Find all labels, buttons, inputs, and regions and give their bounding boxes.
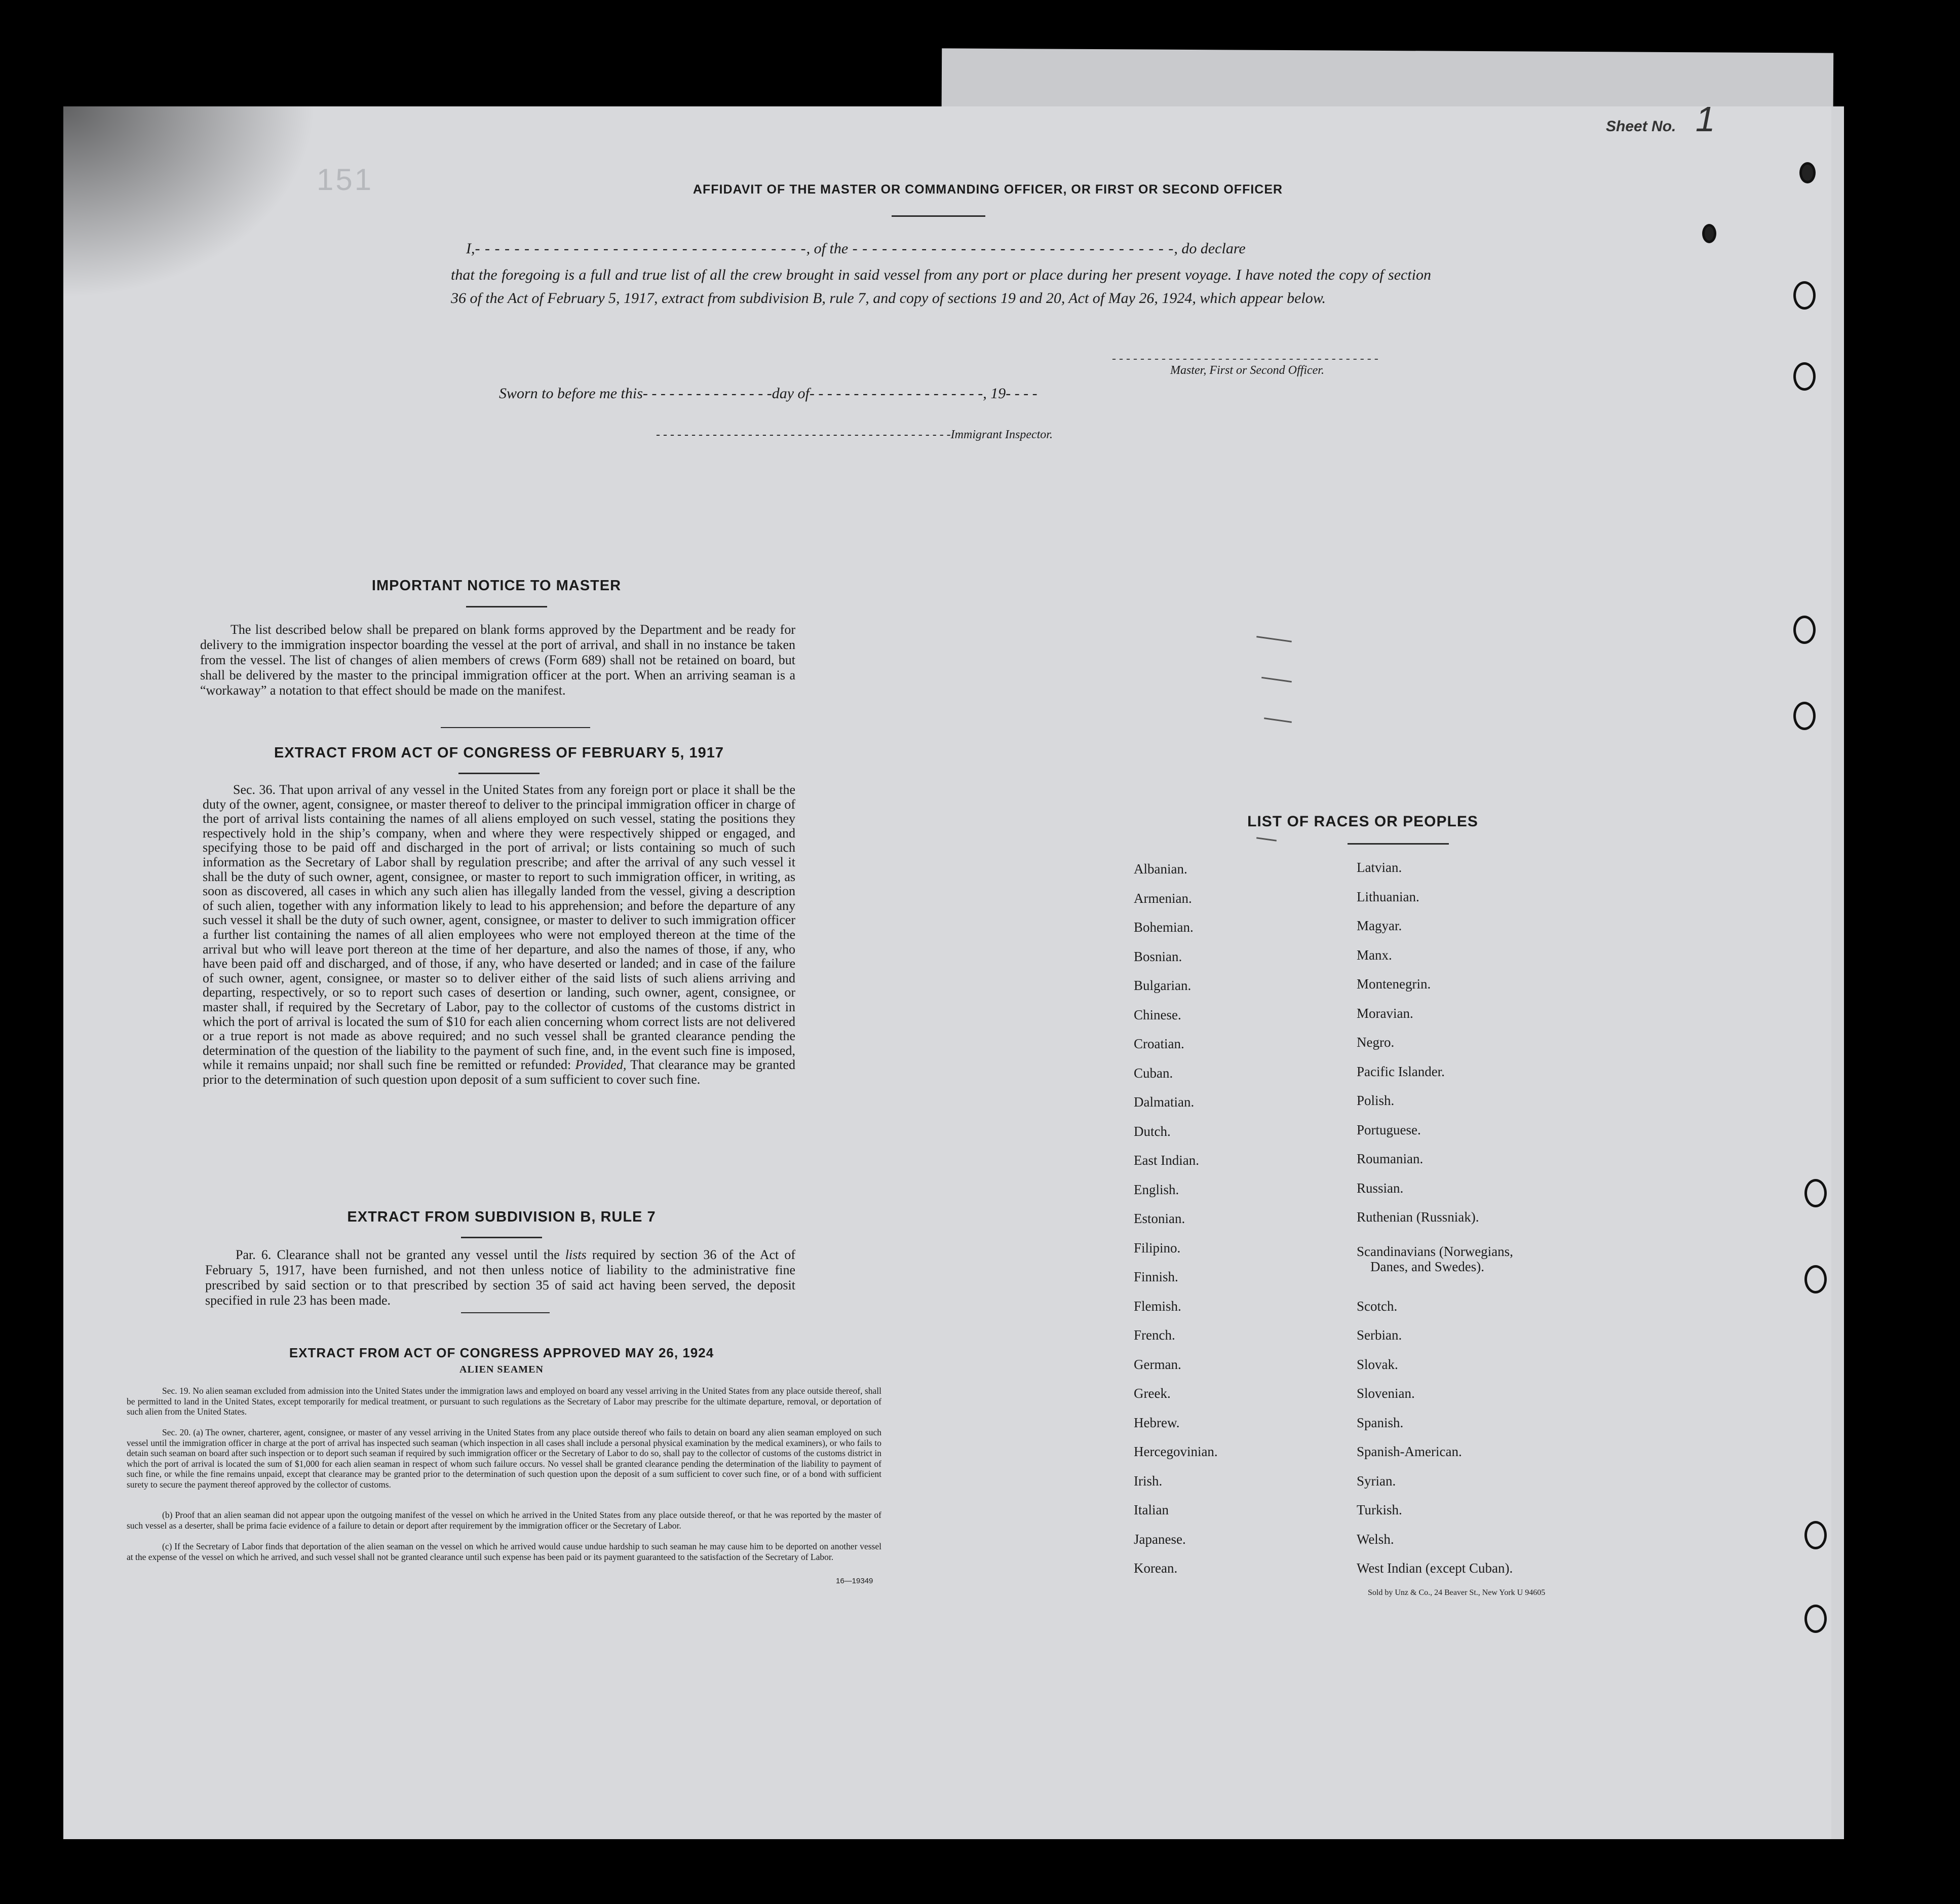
rule7-body [205, 1247, 795, 1308]
race-item: Finnish. [1134, 1269, 1178, 1284]
blank-day: - - - - - - - - - - - - - - - [642, 385, 772, 402]
sworn-day-label: day of [772, 385, 810, 402]
divider [441, 727, 590, 728]
sheet-label: Sheet No. [1606, 118, 1676, 135]
race-item: East Indian. [1134, 1153, 1199, 1168]
race-item: Bosnian. [1134, 949, 1182, 964]
blank-vessel: - - - - - - - - - - - - - - - - - - - - - - - - - - - - - - - - - [848, 240, 1174, 257]
race-item: Flemish. [1134, 1299, 1181, 1314]
binder-hole-icon [1804, 1605, 1827, 1633]
race-item: Albanian. [1134, 861, 1187, 877]
race-item: English. [1134, 1182, 1179, 1197]
rule7-title: EXTRACT FROM SUBDIVISION B, RULE 7 [347, 1209, 656, 1225]
extract-1924-subtitle: ALIEN SEAMEN [459, 1364, 544, 1375]
race-item: Moravian. [1357, 1006, 1413, 1021]
race-item: Spanish-American. [1357, 1444, 1462, 1459]
printer-note: Sold by Unz & Co., 24 Beaver St., New York U 94605 [1368, 1588, 1546, 1597]
sec-20a-text: Sec. 20. (a) The owner, charterer, agent, consignee, or master of any vessel arriving in the United States from any place outside thereof who fails to detain on board any alien seaman employed on such vessel until the immigration officer in charge at the port of arrival has inspected such seaman (which inspection in all cases shall include a personal physical examination by the medical examiners), or who fails to detain such seaman on board after such inspection or to deport such seaman if required by such immigration officer or the Secretary of Labor to do so, shall pay to the collector of customs of the customs district in which the port of arrival is located the sum of $1,000 for each alien seaman in respect of whom such failure occurs. No vessel shall be granted clearance pending the determination of the liability to payment of such fine, or while the fine remains unpaid, except that clearance may be granted prior to the determination of such question upon the deposit of a sum sufficient to cover such fine, or of a bond with sufficient surety to secure the payment thereof approved by the collector of customs. [127, 1427, 881, 1490]
signature-line: - - - - - - - - - - - - - - - - - - - - - - - - - - - - - - - - - - - - - - [1112, 352, 1378, 365]
race-item: Scotch. [1357, 1299, 1398, 1314]
affidavit-title: AFFIDAVIT OF THE MASTER OR COMMANDING OFFICER, OR FIRST OR SECOND OFFICER [693, 182, 1283, 197]
race-item: Spanish. [1357, 1415, 1404, 1430]
sec-19-text: Sec. 19. No alien seaman excluded from admission into the United States under the immigration laws and employed on board any vessel arriving in the United States from any place outside thereof, shall be permitted to land in the United States, except temporarily for medical treatment, or pursuant to such regulations as the Secretary of Labor may prescribe for the ultimate departure, removal, or deportation of such alien from the United States. [127, 1386, 881, 1417]
race-item: Turkish. [1357, 1502, 1402, 1517]
race-item: French. [1134, 1327, 1175, 1343]
race-item: Chinese. [1134, 1007, 1181, 1022]
binder-hole-icon [1804, 1265, 1827, 1293]
blank-year: - - - - [1006, 385, 1037, 402]
race-item: Bohemian. [1134, 920, 1194, 935]
race-item: Manx. [1357, 947, 1392, 963]
race-item: Greek. [1134, 1386, 1171, 1401]
blank-month: - - - - - - - - - - - - - - - - - - - - [809, 385, 983, 402]
race-item: Italian [1134, 1502, 1169, 1517]
signature-label: Master, First or Second Officer. [1170, 364, 1324, 377]
race-item: Irish. [1134, 1473, 1163, 1489]
binder-hole-icon [1793, 616, 1816, 644]
par-6-text-b: required by section 36 of the Act of February 5, 1917, have been furnished, and not then unless notice of liability to the administrative fine prescribed by said section or to that prescribed by section 35 of said act having been served, the deposit specified in rule 23 has been made. [205, 1247, 796, 1308]
race-item: Croatian. [1134, 1036, 1184, 1051]
par-6-text-a: Clearance shall not be granted any vessel until the [277, 1247, 560, 1262]
race-item: Magyar. [1357, 918, 1402, 933]
race-item: Russian. [1357, 1181, 1404, 1196]
extract-1917-body [203, 783, 795, 1087]
affidavit-line1 [466, 240, 1431, 257]
binder-hole-icon [1804, 1179, 1827, 1207]
extract-1917-rule [458, 773, 540, 774]
race-item: Dutch. [1134, 1124, 1171, 1139]
binder-hole-icon [1804, 1521, 1827, 1549]
sworn-prefix: Sworn to before me this [499, 385, 643, 402]
inspector-line [656, 428, 1053, 442]
binder-hole-icon [1793, 702, 1816, 730]
sec-20b-text: (b) Proof that an alien seaman did not appear upon the outgoing manifest of the vessel on which he arrived in the United States from any place outside thereof, or that he was reported by the master of such vessel as a deserter, shall be prima facie evidence of a failure to detain or deport after requirement by the immigration officer or the Secretary of Labor. [127, 1510, 881, 1531]
race-item: Lithuanian. [1357, 889, 1419, 904]
race-item: Syrian. [1357, 1473, 1396, 1489]
race-item: Dalmatian. [1134, 1094, 1195, 1110]
race-item: Japanese. [1134, 1532, 1186, 1547]
binder-hole-icon [1793, 362, 1816, 391]
rule7-rule [461, 1237, 542, 1238]
affidavit-title-rule [892, 215, 985, 217]
binder-hole-icon [1702, 224, 1716, 243]
race-item: Danes, and Swedes). [1370, 1259, 1484, 1274]
notice-title: IMPORTANT NOTICE TO MASTER [371, 578, 622, 594]
race-item: Hercegovinian. [1134, 1444, 1218, 1459]
race-item: Montenegrin. [1357, 976, 1431, 992]
inspector-label: Immigrant Inspector. [950, 428, 1053, 441]
lists-word: lists [565, 1247, 587, 1262]
races-title: LIST OF RACES OR PEOPLES [1247, 813, 1478, 830]
race-item: Slovenian. [1357, 1386, 1415, 1401]
race-item: West Indian (except Cuban). [1357, 1560, 1513, 1576]
notice-title-rule [466, 606, 547, 607]
sheet-number: 1 [1695, 99, 1715, 139]
sheet-number-field [1606, 99, 1715, 139]
binder-hole-icon [1793, 281, 1816, 310]
race-item: Filipino. [1134, 1240, 1181, 1255]
race-item: Roumanian. [1357, 1151, 1424, 1166]
race-item: Pacific Islander. [1357, 1064, 1445, 1079]
blank-name: - - - - - - - - - - - - - - - - - - - - - - - - - - - - - - - - - - [475, 240, 806, 257]
race-item: Latvian. [1357, 860, 1402, 875]
race-item: Estonian. [1134, 1211, 1185, 1226]
bleed-through-number: 151 [317, 163, 374, 197]
races-title-rule [1348, 843, 1449, 845]
race-item: Cuban. [1134, 1065, 1173, 1081]
section-36-text: That upon arrival of any vessel in the United States from any foreign port or place it shall be the duty of the owner, agent, consignee, or master thereof to deliver to the principal immigration officer in charge of the port of arrival lists containing the names of all aliens employed on such vessel, stating the positions they respectively hold in the ship’s company, when and where they were respectively shipped or engaged, and specifying those to be paid off and discharged in the port of arrival; or lists containing so much of such information as the Secretary of Labor shall by regulation prescribe; and after the arrival of any such vessel it shall be the duty of such owner, agent, consignee, or master to report to such immigration officer, in writing, as soon as discovered, all cases in which any such alien has illegally landed from the vessel, giving a description of such alien, together with any information likely to lead to his apprehension; and before the departure of any such vessel it shall be the duty of such owner, agent, consignee, or master to deliver to such immigration officer a further list containing the names of all alien employees who were not employed thereon at the time of the arrival but who will leave port thereon at the time of her departure, and also the names of those, if any, who have been paid off and discharged, and of those, if any, who have deserted or landed; and in case of the failure of such owner, agent, consignee, or master so to deliver either of the said lists of such aliens arriving and departing, respectively, or so to report such cases of desertion or landing, such owner, agent, consignee, or master shall, if required by the Secretary of Labor, pay to the collector of customs of the customs district in which the port of arrival is located the sum of $10 for each alien concerning whom correct lists are not delivered or a true report is not made as above required; and no such vessel shall be granted clearance pending the determination of the question of the liability to the payment of such fine, and, in the event such fine is imposed, while it remains unpaid; nor shall such fine be remitted or refunded: [203, 782, 796, 1073]
race-item: Armenian. [1134, 891, 1192, 906]
form-number: 16—19349 [836, 1577, 873, 1585]
par-6-label: Par. 6. [236, 1247, 272, 1262]
race-item: German. [1134, 1357, 1181, 1372]
affidavit-i: I, [466, 240, 475, 257]
affidavit-body: that the foregoing is a full and true list of all the crew brought in said vessel from any port or place during her present voyage. I have noted the copy of section 36 of the Act of February 5, 1917, extract from subdivision B, rule 7, and copy of sections 19 and 20, Act of May 26, 1924, which appear below. [451, 266, 1431, 307]
sworn-line [499, 385, 1037, 402]
race-item: Welsh. [1357, 1532, 1394, 1547]
race-item: Serbian. [1357, 1327, 1402, 1343]
scan-shadow [63, 106, 317, 299]
race-item: Ruthenian (Russniak). [1357, 1209, 1479, 1225]
sec-20c-text: (c) If the Secretary of Labor finds that deportation of the alien seaman on the vessel on which he arrived would cause undue hardship to such seaman he may cause him to be deported on another vessel at the expense of the vessel on which he arrived, and such vessel shall not be granted clearance until such expense has been paid or its payment guaranteed to the satisfaction of the Secretary of Labor. [127, 1541, 881, 1562]
race-item: Polish. [1357, 1093, 1395, 1108]
race-item: Hebrew. [1134, 1415, 1180, 1430]
affidavit-of-the: , of the [806, 240, 849, 257]
extract-1917-title: EXTRACT FROM ACT OF CONGRESS OF FEBRUARY 5, 1917 [274, 745, 724, 761]
binder-hole-icon [1799, 162, 1816, 183]
race-item: Portuguese. [1357, 1122, 1421, 1137]
race-item: Scandinavians (Norwegians, [1357, 1244, 1513, 1259]
divider [461, 1312, 550, 1313]
extract-1924-title: EXTRACT FROM ACT OF CONGRESS APPROVED MAY 26, 1924 [289, 1345, 714, 1360]
notice-body: The list described below shall be prepared on blank forms approved by the Department and be ready for delivery to the immigration inspector boarding the vessel at the port of arrival, and shall in no instance be taken from the vessel. The list of changes of alien members of crews (Form 689) shall not be retained on board, but shall be delivered by the master to the principal immigration officer at the port. When an arriving seaman is a “workaway” a notation to that effect should be made on the manifest. [200, 622, 795, 698]
sworn-year: , 19 [983, 385, 1006, 402]
race-item: Slovak. [1357, 1357, 1398, 1372]
blank-inspector: - - - - - - - - - - - - - - - - - - - - - - - - - - - - - - - - - - - - - - - - - - [656, 428, 951, 441]
race-item: Bulgarian. [1134, 978, 1192, 993]
provided-text: That clearance may be granted prior to the determination of such question upon deposit of a sum sufficient to cover such fine. [203, 1057, 796, 1087]
provided-label: Provided, [575, 1057, 627, 1073]
race-item: Negro. [1357, 1035, 1395, 1050]
affidavit-declare: , do declare [1174, 240, 1246, 257]
section-36-label: Sec. 36. [233, 782, 276, 797]
race-item: Korean. [1134, 1560, 1178, 1576]
